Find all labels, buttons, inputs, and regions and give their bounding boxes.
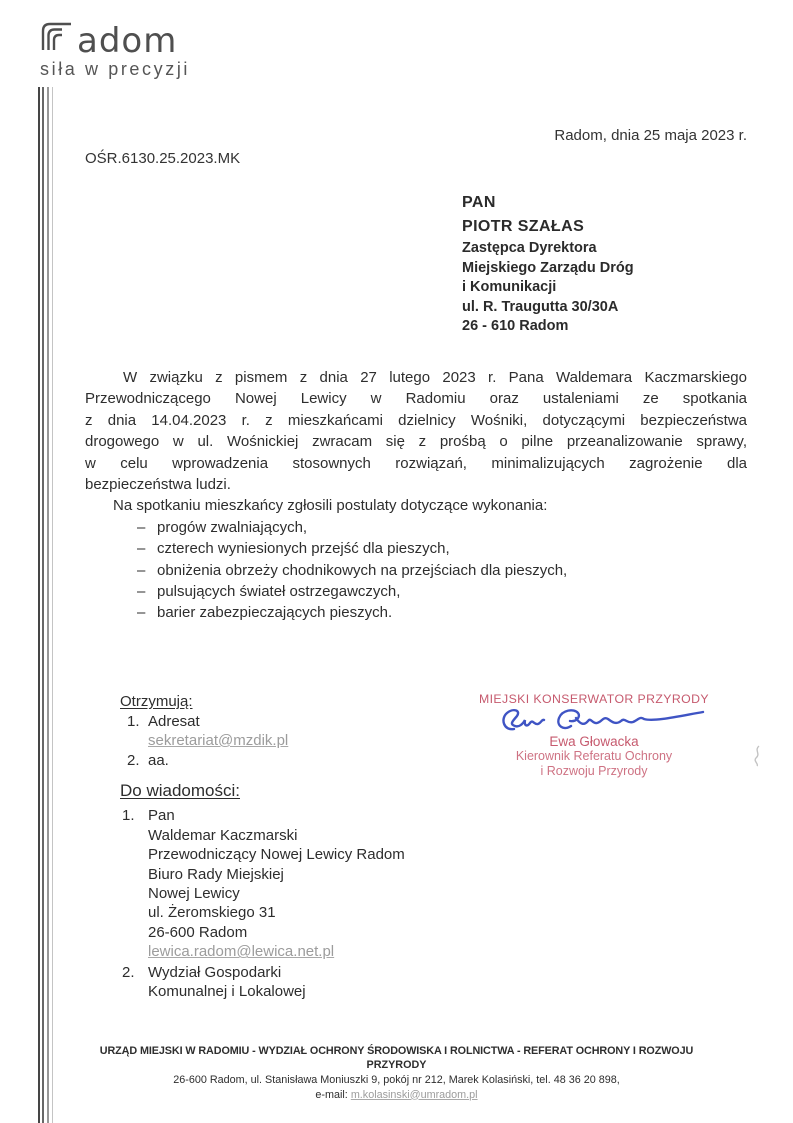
body-line: w celu wprowadzenia stosownych rozwiązań, minimalizujących zagrożenie dla — [85, 454, 747, 472]
bullet-dash: – — [137, 583, 146, 601]
stamp-role-line: i Rozwoju Przyrody — [540, 763, 648, 778]
list-item — [120, 806, 405, 961]
footer-org-line: PRZYRODY — [366, 1059, 427, 1071]
bullet-text: progów zwalniających, — [157, 518, 308, 536]
footer-email-line — [67, 1088, 727, 1102]
footer-email-link: m.kolasinski@umradom.pl — [350, 1088, 478, 1101]
footer-email-label: e-mail: — [315, 1088, 351, 1101]
bullet-text: barier zabezpieczających pieszych. — [157, 604, 393, 622]
addressee-line: i Komunikacji — [462, 279, 557, 296]
reference-number: OŚR.6130.25.2023.MK — [85, 150, 241, 167]
scanner-streak-artifact — [38, 87, 58, 1123]
do-wiadomosci-heading: Do wiadomości: — [120, 781, 240, 800]
lewica-email-link: lewica.radom@lewica.net.pl — [148, 943, 335, 961]
list-item-lines — [148, 963, 306, 1002]
bullet-dash: – — [137, 561, 146, 579]
signature-ink — [496, 700, 708, 743]
addressee-name: PIOTR SZAŁAS — [462, 218, 585, 235]
list-item-number: 1. — [122, 807, 135, 825]
stamp-title: MIEJSKI KONSERWATOR PRZYRODY — [478, 692, 710, 706]
addressee-line: ul. R. Traugutta 30/30A — [462, 298, 619, 315]
address-line: Pan — [148, 807, 175, 825]
addressee-block — [462, 191, 634, 337]
address-line: 26-600 Radom — [148, 923, 248, 941]
address-line: Nowej Lewicy — [148, 885, 240, 903]
bullet-dash: – — [137, 518, 146, 536]
do-wiadomosci-section — [120, 781, 405, 1001]
body-line: W związku z pismem z dnia 27 lutego 2023 r. Pana Waldemara Kaczmarskiego — [123, 369, 747, 386]
list-item-number: 1. — [127, 712, 140, 730]
bullet-item — [85, 517, 747, 538]
footer-address: 26-600 Radom, ul. Stanisława Moniuszki 9, pokój nr 212, Marek Kolasiński, tel. 48 36 20 898, — [173, 1074, 620, 1086]
list-item-text: aa. — [148, 751, 169, 769]
ink-smudge-artifact — [750, 744, 764, 773]
bullet-dash: – — [137, 604, 146, 622]
list-item — [120, 963, 405, 1002]
recipient-email — [120, 731, 288, 751]
footer — [67, 1044, 727, 1102]
bullet-item — [85, 538, 747, 559]
mzdik-email-link: sekretariat@mzdik.pl — [148, 732, 289, 749]
radom-logo-mark-icon — [40, 20, 74, 56]
date-line: Radom, dnia 25 maja 2023 r. — [554, 127, 747, 144]
address-line: Wydział Gospodarki — [148, 963, 282, 981]
body-line: bezpieczeństwa ludzi. — [85, 476, 231, 494]
radom-logo — [40, 20, 190, 80]
bullet-dash: – — [137, 540, 146, 558]
logo-tagline: siła w precyzji — [40, 59, 191, 79]
body-line: Przewodniczącego Nowej Lewicy w Radomiu oraz ustaleniami ze spotkania — [85, 390, 747, 408]
bullet-item — [85, 581, 747, 602]
otrzymuja-heading: Otrzymują: — [120, 693, 193, 710]
address-line: Przewodniczący Nowej Lewicy Radom — [148, 846, 405, 864]
addressee-salutation: PAN — [462, 194, 496, 211]
stamp-name: Ewa Głowacka — [549, 734, 639, 749]
body-paragraph — [85, 367, 747, 624]
list-item-lines — [148, 806, 405, 961]
bullet-item — [85, 602, 747, 623]
addressee-line: Miejskiego Zarządu Dróg — [462, 259, 634, 276]
address-line: ul. Żeromskiego 31 — [148, 904, 276, 922]
address-line: Biuro Rady Miejskiej — [148, 865, 284, 883]
otrzymuja-section — [120, 692, 288, 770]
bullet-item — [85, 560, 747, 581]
body-line: z dnia 14.04.2023 r. z mieszkańcami dzielnicy Wośniki, dotyczącymi bezpieczeństwa — [85, 411, 747, 429]
list-intro: Na spotkaniu mieszkańcy zgłosili postulaty dotyczące wykonania: — [113, 497, 548, 515]
list-item — [120, 712, 288, 732]
addressee-line: 26 - 610 Radom — [462, 318, 569, 335]
bullet-text: obniżenia obrzeży chodnikowych na przejściach dla pieszych, — [157, 561, 568, 579]
list-item-number: 2. — [127, 751, 140, 769]
list-item-text: Adresat — [148, 712, 200, 730]
body-line: drogowego w ul. Wośnickiej zwracam się z prośbą o pilne przeanalizowanie sprawy, — [85, 433, 747, 451]
bullet-text: czterech wyniesionych przejść dla pieszych, — [157, 540, 450, 558]
list-item — [120, 751, 288, 771]
bullet-text: pulsujących świateł ostrzegawczych, — [157, 583, 401, 601]
addressee-line: Zastępca Dyrektora — [462, 240, 597, 256]
stamp-role-line: Kierownik Referatu Ochrony — [515, 749, 673, 763]
address-line: Komunalnej i Lokalowej — [148, 983, 306, 1001]
brand-text: adom — [77, 21, 178, 61]
list-item-number: 2. — [122, 963, 135, 981]
footer-org-line: URZĄD MIEJSKI W RADOMIU - WYDZIAŁ OCHRONY ŚRODOWISKA I ROLNICTWA - REFERAT OCHRONY I ROZWOJU — [99, 1045, 694, 1057]
address-line: Waldemar Kaczmarski — [148, 826, 298, 844]
